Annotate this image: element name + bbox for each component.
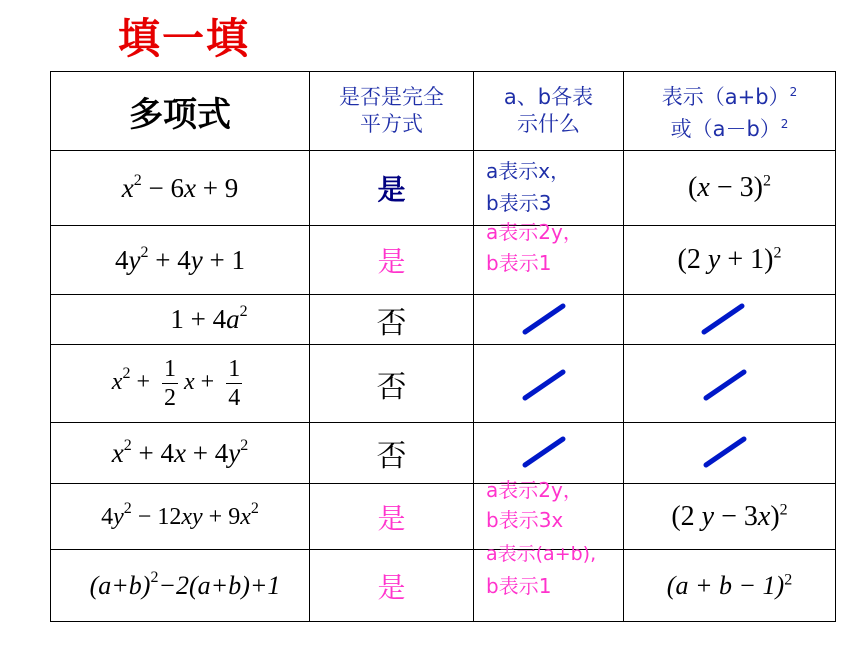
header-col2-line1: 是否是完全 [339, 85, 444, 109]
page-title: 填一填 [118, 14, 251, 63]
answer-cell [310, 345, 474, 423]
answer-no: 否 [376, 370, 407, 404]
answer-cell [310, 295, 474, 345]
answer-no: 否 [376, 440, 407, 473]
slash-mark-icon [519, 300, 579, 340]
square-expression: (2 y − 3x)$^2$ [671, 500, 788, 532]
header-square-form [624, 72, 836, 151]
slash-mark-icon [700, 433, 760, 473]
header-is-perfect-square [310, 72, 474, 151]
answer-yes: 是 [377, 570, 406, 604]
square-cell [624, 423, 836, 484]
square-expression: $(x - 3)^2$ [688, 172, 771, 203]
ab-cell [474, 151, 624, 226]
header-a-b-meaning [474, 72, 624, 151]
header-row [51, 72, 836, 151]
polynomial-cell: $(a+b)^2-2(a+b)+1$ [51, 550, 310, 622]
table-row [51, 484, 836, 550]
square-cell [624, 151, 836, 226]
fraction-one-quarter: $\frac{1}{4}$ [228, 356, 241, 411]
table-row [51, 226, 836, 295]
ab-note-line2: b表示1 [486, 574, 552, 598]
header-col4-line1: 表示$(a+b)^2$ [661, 85, 798, 109]
table-row [51, 345, 836, 423]
header-polynomial [51, 72, 310, 151]
polynomial-cell: $1 + 4a^2$ [51, 295, 310, 345]
square-expression: $(a + b - 1)^2$ [666, 570, 793, 600]
ab-cell [474, 295, 624, 345]
ab-cell [474, 220, 624, 295]
answer-no: 否 [376, 306, 407, 340]
ab-cell [474, 345, 624, 423]
table-row [51, 423, 836, 484]
perfect-square-table [50, 71, 836, 622]
slash-mark-icon [519, 433, 579, 473]
answer-yes: 是 [377, 173, 406, 206]
header-col2-line2: 平方式 [360, 112, 423, 136]
polynomial-cell: $x^2$ + $\frac{1}{2}$ x + $\frac{1}{4}$ [51, 345, 310, 423]
square-cell [624, 484, 836, 550]
square-cell [624, 345, 836, 423]
answer-cell [310, 484, 474, 550]
ab-note-line1: a表示2y， [486, 478, 583, 502]
table-row [51, 550, 836, 622]
header-col3-line1: a、b各表 [503, 85, 594, 109]
fraction-one-half: $\frac{1}{2}$ [164, 356, 176, 411]
answer-yes: 是 [377, 501, 406, 535]
square-cell [624, 295, 836, 345]
header-col3-line2: 示什么 [517, 112, 580, 136]
header-col4-line2: 或$(a-b)^2$ [670, 117, 789, 141]
ab-note-line1: a表示2y， [486, 220, 583, 244]
answer-yes: 是 [377, 245, 406, 278]
square-cell [624, 226, 836, 295]
answer-cell [310, 550, 474, 622]
ab-cell [474, 423, 624, 484]
ab-note-line1: a表示x， [486, 159, 571, 183]
polynomial-cell: $4y^2 + 4y + 1$ [51, 226, 310, 295]
table-row [51, 295, 836, 345]
slash-mark-icon [700, 364, 760, 404]
ab-note-line2: b表示1 [486, 251, 552, 275]
polynomial-cell: $x^2 + 4x + 4y^2$ [51, 423, 310, 484]
slash-mark-icon [700, 300, 760, 340]
ab-note-line2: b表示3 [486, 191, 552, 215]
square-cell [624, 550, 836, 622]
polynomial-cell: $4y^2 - 12xy + 9x^2$ [51, 484, 310, 550]
square-expression: (2 y + 1)$^2$ [677, 244, 782, 275]
polynomial-cell: $x^2 - 6x + 9$ [51, 151, 310, 226]
answer-cell [310, 151, 474, 226]
answer-cell [310, 423, 474, 484]
ab-cell [474, 543, 624, 622]
answer-cell [310, 226, 474, 295]
table-row [51, 151, 836, 226]
slash-mark-icon [519, 364, 579, 404]
ab-note-line1: a表示(a+b), [486, 543, 597, 565]
ab-note-line2: b表示3x [486, 508, 564, 532]
header-polynomial-label: 多项式 [129, 94, 231, 135]
ab-cell [474, 478, 624, 550]
